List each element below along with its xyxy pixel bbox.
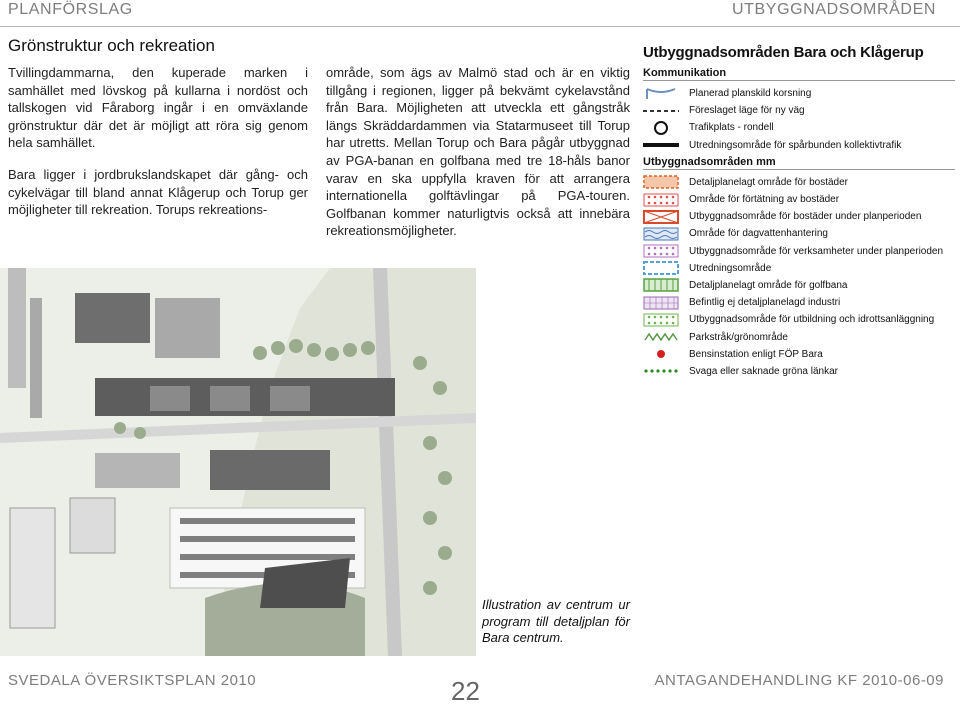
building xyxy=(30,298,42,418)
legend-item xyxy=(643,119,955,136)
thickline-legend-symbol xyxy=(643,138,679,152)
legend-section-heading: Utbyggnadsområden mm xyxy=(643,156,955,170)
legend-item-label: Utredningsområde för spårbunden kollektivtrafik xyxy=(689,139,902,151)
header-left: PLANFÖRSLAG xyxy=(8,1,133,18)
legend-item-label: Detaljplanelagt område för golfbana xyxy=(689,279,848,291)
page-number: 22 xyxy=(451,676,480,706)
paragraph: Bara ligger i jordbrukslandskapet där gång- och cykelvägar till bland annat Klågerup och Torup ger möjligheter till rekreation. Torups rekreations- xyxy=(8,166,308,218)
legend-item-label: Detaljplanelagt område för bostäder xyxy=(689,176,848,188)
figure-caption: Illustration av centrum ur program till detaljplan för Bara centrum. xyxy=(482,597,630,645)
dash-outline-legend-symbol xyxy=(643,261,679,275)
zigzag-legend-symbol xyxy=(643,330,679,344)
paragraph: område, som ägs av Malmö stad och är en viktig tillgång i regionen, ligger på bekvämt cykelavstånd från Bara. Möjligheten att utveckla ett gångstråk längs Skräddardammen via Statarmuseet till Torup har utretts. Mellan Torup och Bara pågår utbyggnad av PGA-banan en golfbana med tre 18-håls banor varav en ska uppfylla kraven för att arrangera internationella golftävlingar på PGA-touren. Golfbanan kommer naturligtvis också att innebära rekreationsmöjligheter. xyxy=(326,65,630,239)
legend-item xyxy=(643,328,955,345)
stripe-legend-symbol xyxy=(643,278,679,292)
legend-item xyxy=(643,363,955,380)
legend-item-label: Område för förtätning av bostäder xyxy=(689,194,840,206)
building xyxy=(95,453,180,488)
legend-item xyxy=(643,174,955,191)
legend-item-label: Planerad planskild korsning xyxy=(689,88,812,100)
footer-right: ANTAGANDEHANDLING KF 2010-06-09 xyxy=(654,672,944,689)
legend-item-label: Parkstråk/grönområde xyxy=(689,331,788,343)
page-header xyxy=(0,0,960,27)
reddot-legend-symbol xyxy=(643,347,679,361)
legend-item xyxy=(643,137,955,154)
legend-item-label: Svaga eller saknade gröna länkar xyxy=(689,365,838,377)
legend-section-heading: Kommunikation xyxy=(643,67,955,81)
building xyxy=(150,386,190,411)
legend-item xyxy=(643,208,955,225)
map-legend xyxy=(643,44,955,380)
legend-item xyxy=(643,311,955,328)
footer-left: SVEDALA ÖVERSIKTSPLAN 2010 xyxy=(8,672,257,689)
legend-item-label: Trafikplats - rondell xyxy=(689,122,774,134)
building xyxy=(270,386,310,411)
header-right: UTBYGGNADSOMRÅDEN xyxy=(732,1,936,18)
legend-item-label: Utbyggnadsområde för bostäder under planperioden xyxy=(689,211,922,223)
legend-item xyxy=(643,85,955,102)
dashed-legend-symbol xyxy=(643,104,679,118)
section-title: Grönstruktur och rekreation xyxy=(8,36,215,55)
building xyxy=(10,508,55,628)
legend-item xyxy=(643,294,955,311)
legend-item xyxy=(643,225,955,242)
legend-item-label: Område för dagvattenhantering xyxy=(689,228,828,240)
wave-legend-symbol xyxy=(643,227,679,241)
legend-item xyxy=(643,191,955,208)
legend-item xyxy=(643,260,955,277)
building xyxy=(75,293,150,343)
legend-item-label: Utbyggnadsområde för verksamheter under planperioden xyxy=(689,245,944,257)
grid-legend-symbol xyxy=(643,296,679,310)
building xyxy=(210,450,330,490)
circle-legend-symbol xyxy=(643,121,679,135)
legend-item-label: Befintlig ej detaljplanelagd industri xyxy=(689,297,841,309)
legend-body xyxy=(643,67,955,380)
text-column-1 xyxy=(8,64,308,233)
legend-title: Utbyggnadsområden Bara och Klågerup xyxy=(643,44,924,61)
greendots-legend-symbol xyxy=(643,364,679,378)
site-plan-illustration xyxy=(0,268,476,656)
building xyxy=(8,268,26,388)
legend-item xyxy=(643,243,955,260)
legend-item-label: Bensinstation enligt FÖP Bara xyxy=(689,348,823,360)
legend-item xyxy=(643,102,955,119)
legend-item-label: Utredningsområde xyxy=(689,262,772,274)
legend-item xyxy=(643,346,955,363)
text-column-2 xyxy=(326,64,630,254)
dots-legend-symbol xyxy=(643,313,679,327)
crossing-legend-symbol xyxy=(643,87,679,101)
legend-item-label: Utbyggnadsområde för utbildning och idrottsanläggning xyxy=(689,314,935,326)
hatch-legend-symbol xyxy=(643,175,679,189)
dots-legend-symbol xyxy=(643,244,679,258)
dots-legend-symbol xyxy=(643,193,679,207)
legend-item-label: Föreslaget läge för ny väg xyxy=(689,105,805,117)
building xyxy=(210,386,250,411)
building xyxy=(70,498,115,553)
building xyxy=(155,298,220,358)
paragraph: Tvillingdammarna, den kuperade marken i samhället med lövskog på kullarna i nordöst och tallskogen vid Fåraborg ingår i en omväxlande grönstruktur där det är möjligt att röra sig genom hela samhället. xyxy=(8,65,308,151)
cross-legend-symbol xyxy=(643,210,679,224)
legend-item xyxy=(643,277,955,294)
